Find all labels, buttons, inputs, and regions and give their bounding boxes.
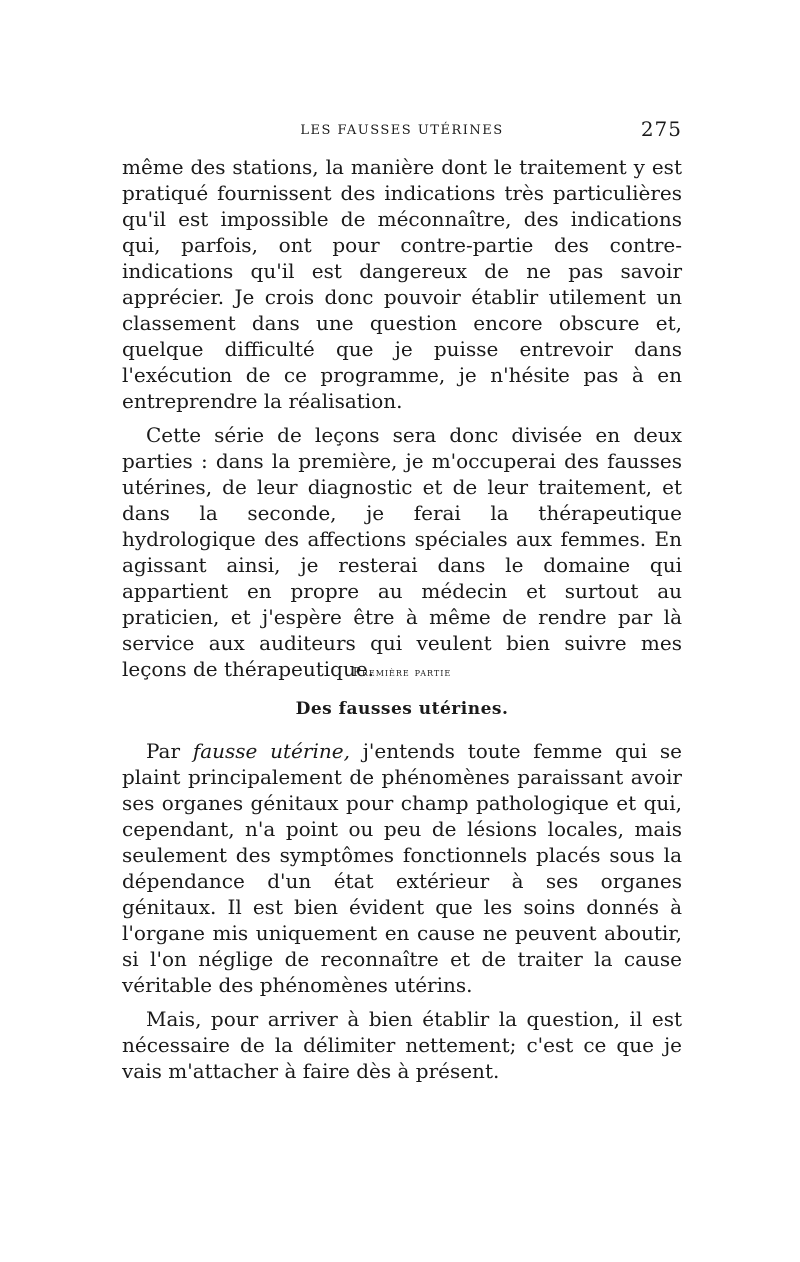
definition-body: j'entends toute femme qui se plaint principalement de phénomènes paraissant avoir ses organes génitaux pour champ pathologique et qui, cependant, n'a point ou peu de lésions locales, mais seulement des symptômes fonctionnels placés sous la dépendance d'un état extérieur à ses organes génitaux. Il est bien évident que les soins donnés à l'organe mis uniquement en cause ne peuvent aboutir, si l'on néglige de reconnaître et de traiter la cause véritable des phénomènes utérins.: [122, 739, 682, 997]
definition-lead: Par: [146, 739, 193, 763]
paragraph-continuation: même des stations, la manière dont le traitement y est pratiqué fournissent des indications très particulières qu'il est impossible de méconnaître, des indications qui, parfois, ont pour contre-partie des contre-indications qu'il est dangereux de ne pas savoir apprécier. Je crois donc pouvoir établir utilement un classement dans une question encore obscure et, quelque difficulté que je puisse entrevoir dans l'exécution de ce programme, je n'hésite pas à en entreprendre la réalisation.: [122, 155, 682, 413]
running-head: [122, 118, 682, 144]
paragraph-lessons-outline: Cette série de leçons sera donc divisée en deux parties : dans la première, je m'occuperai des fausses utérines, de leur diagnostic et de leur traitement, et dans la seconde, je ferai la thérapeutique hydrologique des affections spéciales aux femmes. En agissant ainsi, je resterai dans le domaine qui appartient en propre au médecin et surtout au praticien, et j'espère être à même de rendre par là service aux auditeurs qui veulent bien suivre mes leçons de thérapeutique.: [122, 423, 682, 681]
definition-term: fausse utérine,: [192, 739, 350, 763]
section-title: Des fausses utérines.: [295, 699, 509, 719]
paragraph-closing: Mais, pour arriver à bien établir la question, il est nécessaire de la délimiter nettement; c'est ce que je vais m'attacher à faire dès à présent.: [122, 1007, 682, 1083]
body-text-upper: [122, 154, 682, 682]
page-number: 275: [640, 117, 682, 141]
running-title: LES FAUSSES UTÉRINES: [300, 123, 504, 138]
part-label: Première partie: [352, 665, 452, 679]
paragraph-definition: [122, 738, 682, 998]
body-text-lower: [122, 738, 682, 1084]
